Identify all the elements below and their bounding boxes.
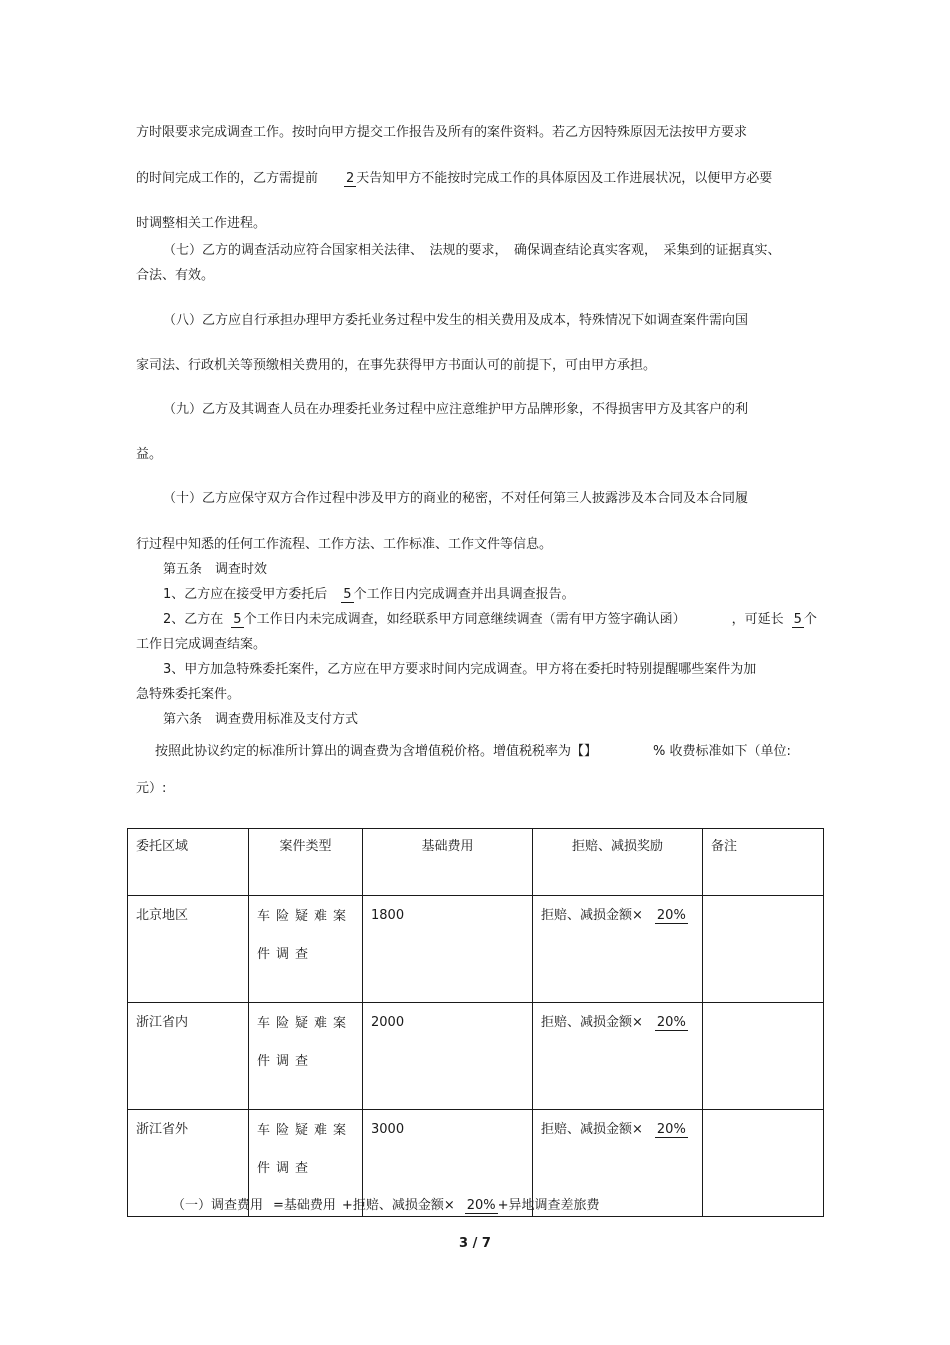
article-5-item-2 xyxy=(163,612,817,628)
text-segment: 的时间完成工作的，乙方需提前 xyxy=(136,171,319,186)
base-fee-cell: 2000 xyxy=(363,1003,533,1110)
paragraph-line: 合法、有效。 xyxy=(136,268,215,283)
paragraph-line: 工作日完成调查结案。 xyxy=(136,637,267,652)
reward-prefix: 拒赔、减损金额× xyxy=(541,1122,643,1137)
note-cell xyxy=(703,896,824,1003)
extension-days-value: 5 xyxy=(793,612,802,627)
base-fee-cell: 3000 xyxy=(363,1110,533,1217)
article-5-item-1 xyxy=(163,587,575,603)
reward-cell xyxy=(533,1003,703,1110)
note-cell xyxy=(703,1003,824,1110)
table-header-cell: 备注 xyxy=(703,829,824,896)
text-segment: 1、乙方应在接受甲方委托后 xyxy=(163,587,328,602)
reward-cell xyxy=(533,896,703,1003)
table-row xyxy=(128,896,824,1003)
deadline-days-value: 5 xyxy=(233,612,242,627)
table-row xyxy=(128,1003,824,1110)
reward-rate: 20% xyxy=(656,1015,686,1030)
formula-rate: 20% xyxy=(466,1198,496,1213)
case-type-cell: 车险疑难案件调查 xyxy=(249,896,363,1003)
case-type-cell: 车险疑难案件调查 xyxy=(249,1003,363,1110)
paragraph-line: 元）: xyxy=(136,781,167,796)
deadline-days-value: 5 xyxy=(343,587,352,602)
page-number: 3 / 7 xyxy=(459,1236,491,1251)
text-segment: +拒赔、减损金额× xyxy=(341,1198,455,1213)
region-cell: 浙江省外 xyxy=(128,1110,249,1217)
article-6-title: 第六条 调查费用标准及支付方式 xyxy=(163,712,359,727)
text-segment: =基础费用 xyxy=(273,1198,336,1213)
table-header-cell: 基础费用 xyxy=(363,829,533,896)
text-segment: +异地调查差旅费 xyxy=(497,1198,600,1213)
base-fee-cell: 1800 xyxy=(363,896,533,1003)
table-header-row xyxy=(128,829,824,896)
reward-prefix: 拒赔、减损金额× xyxy=(541,1015,643,1030)
note-cell xyxy=(703,1110,824,1217)
text-segment: （一）调查费用 xyxy=(172,1198,264,1213)
paragraph-line: 方时限要求完成调查工作。按时向甲方提交工作报告及所有的案件资料。若乙方因特殊原因无法按甲方要求 xyxy=(136,125,748,140)
article-6-text xyxy=(155,744,791,760)
table-header-cell: 拒赔、减损奖励 xyxy=(533,829,703,896)
text-segment: 按照此协议约定的标准所计算出的调查费为含增值税价格。增值税税率为【】 xyxy=(155,744,598,759)
text-segment: 2、乙方在 xyxy=(163,612,224,627)
fee-formula xyxy=(172,1198,600,1214)
text-segment: 天告知甲方不能按时完成工作的具体原因及工作进展状况，以便甲方必要 xyxy=(356,171,773,186)
table-header-cell: 案件类型 xyxy=(249,829,363,896)
clause-9: （九）乙方及其调查人员在办理委托业务过程中应注意维护甲方品牌形象，不得损害甲方及其客户的利 xyxy=(163,402,749,417)
article-5-item-3: 3、甲方加急特殊委托案件，乙方应在甲方要求时间内完成调查。甲方将在委托时特别提醒哪些案件为加 xyxy=(163,662,757,677)
table-header-cell: 委托区域 xyxy=(128,829,249,896)
paragraph-line: 益。 xyxy=(136,447,163,462)
reward-rate: 20% xyxy=(656,1122,686,1137)
case-type-cell: 车险疑难案件调查 xyxy=(249,1110,363,1217)
reward-prefix: 拒赔、减损金额× xyxy=(541,908,643,923)
paragraph-line: 急特殊委托案件。 xyxy=(136,687,241,702)
region-cell: 浙江省内 xyxy=(128,1003,249,1110)
paragraph-line: 时调整相关工作进程。 xyxy=(136,216,267,231)
text-segment: 个 xyxy=(803,612,817,627)
text-segment: 个工作日内完成调查并出具调查报告。 xyxy=(353,587,575,602)
paragraph-line: 家司法、行政机关等预缴相关费用的，在事先获得甲方书面认可的前提下，可由甲方承担。 xyxy=(136,358,657,373)
reward-rate: 20% xyxy=(656,908,686,923)
text-segment: 个工作日内未完成调查，如经联系甲方同意继续调查（需有甲方签字确认函） xyxy=(243,612,686,627)
paragraph-line xyxy=(136,171,772,187)
clause-7: （七）乙方的调查活动应符合国家相关法律、 法规的要求， 确保调查结论真实客观， 采集到的证据真实、 xyxy=(163,243,781,258)
clause-10: （十）乙方应保守双方合作过程中涉及甲方的商业的秘密，不对任何第三人披露涉及本合同及本合同履 xyxy=(163,491,749,506)
clause-8: （八）乙方应自行承担办理甲方委托业务过程中发生的相关费用及成本，特殊情况下如调查案件需向国 xyxy=(163,313,749,328)
notice-days-value: 2 xyxy=(346,171,355,186)
fee-table xyxy=(127,828,824,1217)
region-cell: 北京地区 xyxy=(128,896,249,1003)
paragraph-line: 行过程中知悉的任何工作流程、工作方法、工作标准、工作文件等信息。 xyxy=(136,537,553,552)
text-segment: ，可延长 xyxy=(731,612,784,627)
text-segment: % 收费标准如下（单位: xyxy=(653,744,791,759)
article-5-title: 第五条 调查时效 xyxy=(163,562,268,577)
